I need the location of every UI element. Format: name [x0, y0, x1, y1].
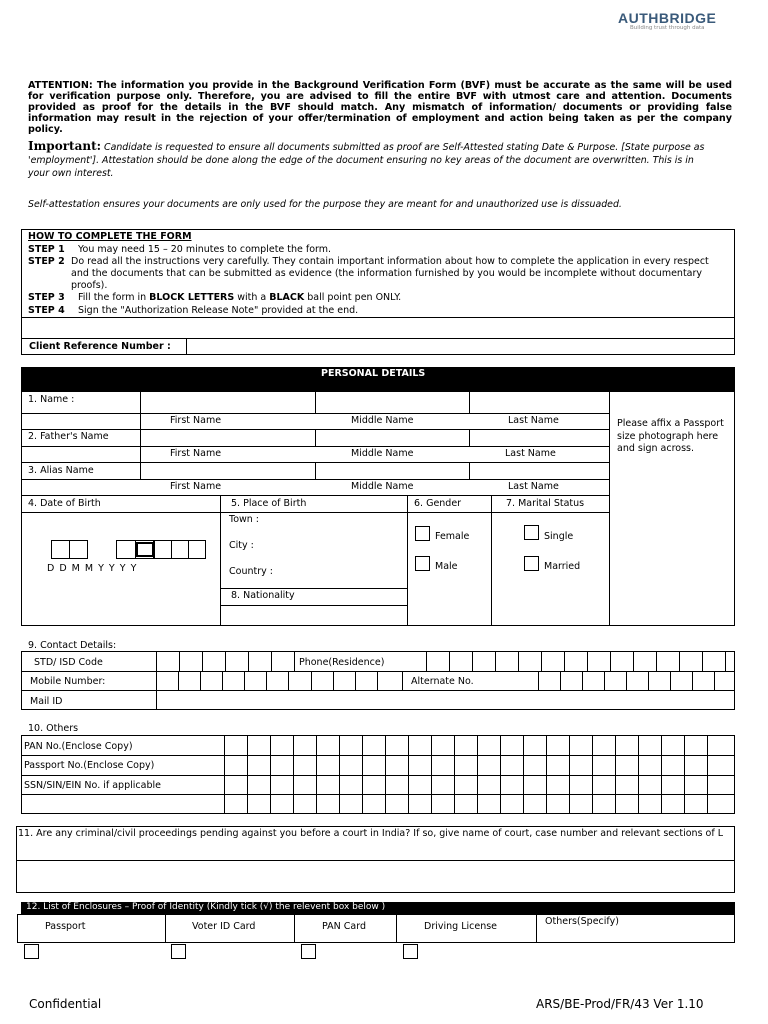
first-name-input[interactable]: [141, 392, 314, 412]
pan-label: PAN No.(Enclose Copy): [24, 741, 133, 752]
std-isd-label: STD/ ISD Code: [34, 657, 103, 668]
female-checkbox[interactable]: [415, 526, 430, 541]
middle-name-caption: Middle Name: [351, 415, 414, 426]
enclosure-pan-card-label: PAN Card: [322, 921, 366, 932]
alternate-number-boxes[interactable]: [516, 671, 735, 690]
town-label: Town :: [229, 514, 260, 525]
enclosure-voter-id-label: Voter ID Card: [192, 921, 256, 932]
single-checkbox[interactable]: [524, 525, 539, 540]
father-middle-name-input[interactable]: [316, 430, 468, 445]
male-label: Male: [435, 561, 458, 572]
alias-last-name-input[interactable]: [470, 463, 608, 478]
dob-label: 4. Date of Birth: [28, 498, 101, 509]
phone-residence-boxes[interactable]: [403, 651, 735, 671]
gender-label: 6. Gender: [414, 498, 462, 509]
footer-confidential: Confidential: [29, 997, 102, 1011]
nationality-input[interactable]: [221, 606, 406, 625]
married-checkbox[interactable]: [524, 556, 539, 571]
female-label: Female: [435, 531, 470, 542]
std-isd-boxes[interactable]: [156, 651, 295, 671]
blank-row[interactable]: [21, 317, 735, 339]
authbridge-logo: [618, 10, 718, 40]
important-text: Candidate is requested to ensure all documents submitted as proof are Self-Attested stating Date & Purpose. [State purpose as 'employment']. Attestation should be done along the edge of the document ensuring no key areas of the document are overwritten. This is in your own interest.: [28, 142, 705, 179]
father-name-label: 2. Father's Name: [28, 431, 109, 442]
last-name-input[interactable]: [470, 392, 608, 412]
mobile-number-label: Mobile Number:: [30, 676, 106, 687]
client-reference-label: Client Reference Number :: [29, 341, 171, 352]
logo-tagline: Building trust through data: [630, 25, 705, 31]
step2-label: STEP 2: [28, 256, 65, 267]
alias-first-name-caption: First Name: [170, 481, 222, 492]
step2-text: Do read all the instructions very carefully. They contain important information about how to complete the application in every respect and the documents that can be submitted as evidence (the information furnished by you would be incomplete without documentary proofs).: [71, 256, 709, 291]
middle-name-input[interactable]: [316, 392, 468, 412]
name-label: 1. Name :: [28, 394, 75, 405]
contact-details-title: 9. Contact Details:: [28, 640, 117, 651]
passport-label: Passport No.(Enclose Copy): [24, 760, 155, 771]
step3-label: STEP 3: [28, 292, 65, 303]
howto-title: HOW TO COMPLETE THE FORM: [28, 231, 192, 242]
enclosure-voter-id-checkbox[interactable]: [171, 944, 186, 959]
step1-text: You may need 15 – 20 minutes to complete the form.: [78, 244, 332, 255]
father-first-name-input[interactable]: [141, 430, 314, 445]
enclosure-pan-card-checkbox[interactable]: [301, 944, 316, 959]
step4-text: Sign the "Authorization Release Note" provided at the end.: [78, 305, 359, 316]
client-reference-field[interactable]: [187, 339, 734, 354]
important-label: Important:: [28, 139, 102, 153]
alias-name-label: 3. Alias Name: [28, 465, 94, 476]
alternate-number-label: Alternate No.: [411, 676, 474, 687]
step3-mid: with a: [234, 292, 270, 303]
photo-note: Please affix a Passport size photograph here and sign across.: [617, 418, 724, 454]
step4-label: STEP 4: [28, 305, 65, 316]
country-label: Country :: [229, 566, 273, 577]
self-attestation-note: Self-attestation ensures your documents are only used for the purpose they are meant for and unauthorized use is dissuaded.: [28, 199, 622, 210]
step3-post: ball point pen ONLY.: [304, 292, 402, 303]
mail-id-input[interactable]: [157, 691, 734, 709]
criminal-proceedings-text: 11. Are any criminal/civil proceedings pending against you before a court in India? If so, give name of court, case number and relevant sections of L: [18, 828, 724, 839]
enclosure-others-label: Others(Specify): [545, 916, 619, 927]
mobile-number-boxes[interactable]: [156, 671, 404, 690]
phone-residence-label: Phone(Residence): [299, 657, 385, 668]
last-name-caption: Last Name: [508, 415, 559, 426]
dob-day-boxes[interactable]: [51, 540, 88, 559]
alias-last-name-caption: Last Name: [508, 481, 559, 492]
step3-text: [78, 292, 401, 303]
enclosure-driving-license-checkbox[interactable]: [403, 944, 418, 959]
important-paragraph: [28, 140, 708, 180]
father-middle-name-caption: Middle Name: [351, 448, 414, 459]
alias-first-name-input[interactable]: [141, 463, 314, 478]
enclosure-driving-license-label: Driving License: [424, 921, 498, 932]
father-last-name-input[interactable]: [470, 430, 608, 445]
first-name-caption: First Name: [170, 415, 222, 426]
mail-id-label: Mail ID: [30, 696, 63, 707]
father-last-name-caption: Last Name: [505, 448, 556, 459]
alias-middle-name-input[interactable]: [316, 463, 468, 478]
male-checkbox[interactable]: [415, 556, 430, 571]
nationality-label: 8. Nationality: [231, 590, 295, 601]
married-label: Married: [544, 561, 581, 572]
single-label: Single: [544, 531, 574, 542]
attention-paragraph: ATTENTION: The information you provide in the Background Verification Form (BVF) must be accurate as the same will be used for verification purpose only. Therefore, you are advised to fill the entire BVF with utmost care and attention. Documents provided as proof for the details in the BVF should match. Any mismatch of information/ documents or providing false information may result in the rejection of your offer/termination of employment and action being taken as per the company policy.: [28, 80, 732, 135]
marital-status-label: 7. Marital Status: [506, 498, 585, 509]
others-title: 10. Others: [28, 723, 79, 734]
logo-text: AUTHBRIDGE: [618, 10, 717, 26]
city-label: City :: [229, 540, 254, 551]
ssn-label: SSN/SIN/EIN No. if applicable: [24, 780, 161, 791]
enclosures-title: 12. List of Enclosures – Proof of Identity (Kindly tick (√) the relevent box below ): [26, 902, 386, 912]
others-boxes[interactable]: [224, 735, 735, 814]
enclosure-passport-checkbox[interactable]: [24, 944, 39, 959]
enclosure-passport-label: Passport: [45, 921, 86, 932]
personal-details-title: PERSONAL DETAILS: [321, 368, 426, 379]
step3-bold2: BLACK: [269, 292, 305, 303]
step1-label: STEP 1: [28, 244, 65, 255]
step3-pre: Fill the form in: [78, 292, 150, 303]
alias-middle-name-caption: Middle Name: [351, 481, 414, 492]
footer-form-code: ARS/BE-Prod/FR/43 Ver 1.10: [536, 997, 704, 1011]
enclosures-table: [17, 914, 735, 943]
pob-label: 5. Place of Birth: [231, 498, 307, 509]
step3-bold1: BLOCK LETTERS: [149, 292, 235, 303]
father-first-name-caption: First Name: [170, 448, 222, 459]
dob-format: D D M M Y Y Y Y: [47, 563, 138, 574]
dob-year-highlight: [136, 542, 154, 557]
